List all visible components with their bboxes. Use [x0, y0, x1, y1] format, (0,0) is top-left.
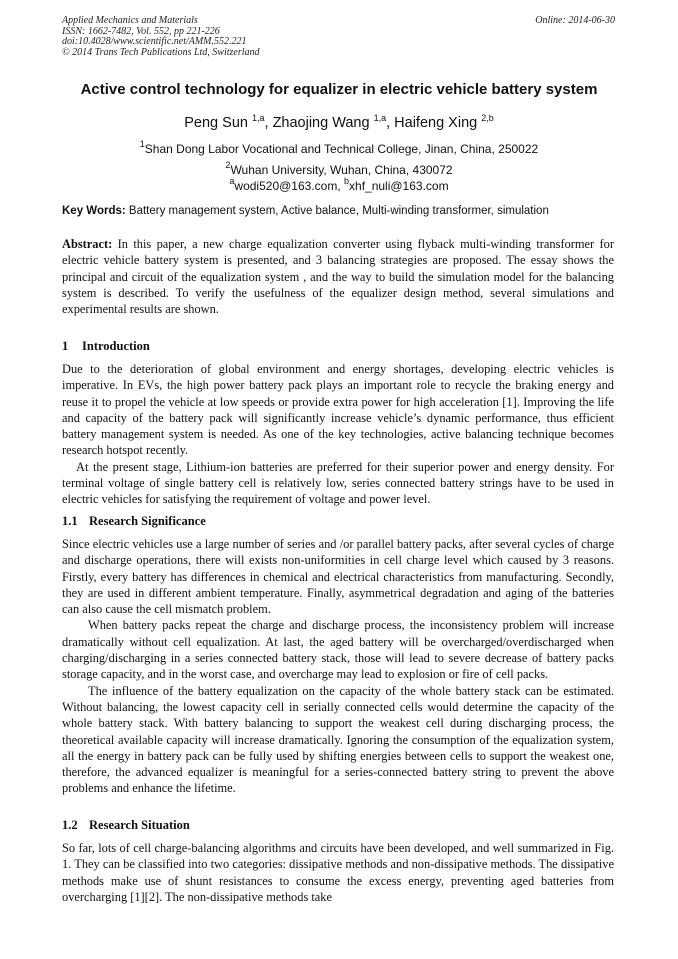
affiliation-2: $^2$Wuhan University, Wuhan, China, 430072: [225, 160, 453, 177]
section-heading-research-situation: 1.2 Research Situation: [62, 818, 190, 832]
section-heading-research-significance: 1.1 Research Significance: [62, 514, 206, 528]
author-list: Peng Sun $^{1,a}$, Zhaojing Wang $^{1,a}$, Haifeng Xing $^{2,b}$: [184, 113, 494, 131]
keywords-text: Battery management system, Active balance, Multi-winding transformer, simulation: [128, 205, 549, 217]
author-sup: 1,a: [251, 113, 265, 123]
journal-doi: doi:10.4028/www.scientific.net/AMM.552.221: [62, 36, 247, 47]
section-heading-introduction: 1 Introduction: [62, 339, 150, 353]
keywords: [62, 205, 549, 217]
paragraph: So far, lots of cell charge-balancing algorithms and circuits have been developed, and well summarized in Fig. 1. They can be classified into two categories: dissipative methods and non-dissipative methods. The dissipative methods make use of shunt resistances to consume the excess energy, preventing aged batteries from overcharging [1][2]. The non-dissipative methods take: [62, 841, 614, 904]
paragraph: At the present stage, Lithium-ion batteries are preferred for their superior power and energy density. For terminal voltage of single battery cell is relatively low, series connected battery strings have to be used in electric vehicles for satisfying the requirement of voltage and power level.: [62, 459, 614, 507]
author-sup: 2,b: [481, 113, 494, 123]
author-name: Peng Sun: [184, 115, 248, 131]
journal-copyright: © 2014 Trans Tech Publications Ltd, Switzerland: [62, 46, 260, 58]
paragraph: When battery packs repeat the charge and discharge process, the inconsistency problem will increase dramatically without cell equalization. At last, the aged battery will be overcharged/overdischarged when charging/discharging in a series connected battery stack, those will lead to severe decrease of battery packs storage capacity, and in the worst case, and overcharge may lead to explosion or fire of cell packs.: [62, 618, 614, 682]
author-name: Haifeng Xing: [394, 115, 478, 131]
research-significance-body: [62, 536, 614, 797]
author-name: Zhaojing Wang: [272, 115, 370, 131]
author-sup: 1,a: [373, 113, 387, 123]
email-b: xhf_nuli@163.com: [349, 179, 449, 193]
author-emails: $^a$wodi520@163.com, $^b$xhf_nuli@163.com: [229, 176, 449, 193]
abstract-text: In this paper, a new charge equalization converter using flyback multi-winding transformer for electric vehicle battery system is presented, and 3 balancing strategies are proposed. The essay shows the principal and circuit of the equalization system , and the way to build the simulation model for the balancing system is described. To verify the usefulness of the equalizer design method, several simulations and experimental results are shown.: [62, 237, 614, 317]
abstract: [62, 236, 614, 317]
journal-name: Applied Mechanics and Materials: [62, 15, 198, 26]
affiliation-1: $^1$Shan Dong Labor Vocational and Technical College, Jinan, China, 250022: [139, 139, 539, 156]
paper-title: Active control technology for equalizer in electric vehicle battery system: [80, 81, 598, 98]
keywords-label: Key Words:: [62, 205, 126, 217]
research-situation-body: [62, 840, 614, 905]
abstract-label: Abstract:: [62, 237, 113, 251]
paragraph: Since electric vehicles use a large number of series and /or parallel battery packs, after several cycles of charge and discharge operations, there will exists non-uniformities in cell charge level which caused by 3 reasons. Firstly, every battery has differences in chemical and electrical characteristics from manufacturing. Secondly, they are used in different ambient temperature. Finally, asymmetrical degradation and aging of the batteries can also cause the cell mismatch problem.: [62, 537, 614, 617]
journal-header: [62, 16, 260, 58]
paragraph: The influence of the battery equalization on the capacity of the whole battery stack can be estimated. Without balancing, the lowest capacity cell in serially connected cells would determine the capacity of the whole battery stack. With battery balancing to support the weakest cell during discharging process, the theoretical available capacity will increase dramatically. Ignoring the consumption of the equalization system, all the energy in battery pack can be fully used by shifting energies between cells to support the weakest one, therefore, the advanced equalizer is meaningful for a series-connected battery string to prevent the above problems and enhance the lifetime.: [62, 683, 614, 796]
email-a: wodi520@163.com,: [234, 179, 344, 193]
online-date: Online: 2014-06-30: [535, 15, 615, 26]
paragraph: Due to the deterioration of global environment and energy shortages, developing electric vehicles is imperative. In EVs, the high power battery pack plays an important role to recycle the braking energy and reuse it to propel the vehicle at low speeds or provide extra power for high acceleration [1]. Improving the life and capacity of the battery pack will significantly increase vehicle’s dynamic performance, thus efficient battery management system is needed. As one of the key technologies, active balancing technique becomes research hotspot recently.: [62, 362, 614, 458]
intro-body: [62, 361, 614, 508]
journal-issn: ISSN: 1662-7482, Vol. 552, pp 221-226: [62, 25, 220, 37]
